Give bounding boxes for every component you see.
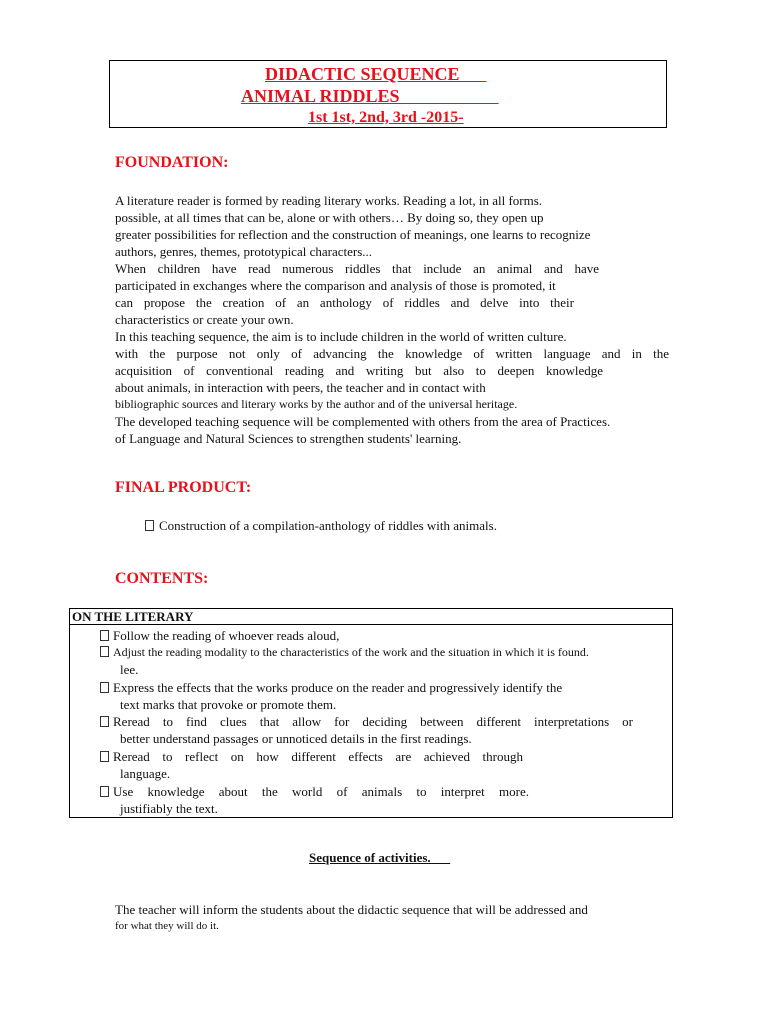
bullet-icon (100, 786, 109, 797)
foundation-line: A literature reader is formed by reading literary works. Reading a lot, in all forms. (115, 193, 543, 208)
foundation-line: with the purpose not only of advancing the knowledge of written language and in the (115, 346, 669, 361)
table-item-continuation: justifiably the text. (120, 801, 218, 816)
bullet-icon (145, 520, 154, 531)
sequence-heading: Sequence of activities. (309, 850, 451, 865)
bullet-icon (100, 646, 109, 657)
title-box (109, 60, 667, 128)
table-item-text: Follow the reading of whoever reads aloud, (113, 628, 340, 643)
foundation-heading: FOUNDATION: (115, 154, 229, 171)
table-header: ON THE LITERARY (70, 609, 672, 625)
final-product-text: Construction of a compilation-anthology of riddles with animals. (159, 518, 497, 533)
document-title: DIDACTIC SEQUENCE (265, 64, 487, 84)
sequence-line: for what they will do it. (115, 920, 219, 932)
contents-table (69, 608, 673, 818)
foundation-line: participated in exchanges where the comparison and analysis of those is promoted, it (115, 278, 556, 293)
sequence-line: The teacher will inform the students about the didactic sequence that will be addressed and (115, 902, 588, 917)
final-product-heading: FINAL PRODUCT: (115, 479, 252, 496)
foundation-line: possible, at all times that can be, alone or with others… By doing so, they open up (115, 210, 544, 225)
foundation-line: greater possibilities for reflection and the construction of meanings, one learns to recognize (115, 227, 591, 242)
foundation-line: can propose the creation of an anthology of riddles and delve into their (115, 295, 574, 310)
foundation-line: The developed teaching sequence will be complemented with others from the area of Practices. (115, 414, 611, 429)
foundation-line: acquisition of conventional reading and writing but also to deepen knowledge (115, 363, 603, 378)
table-item-text: Use knowledge about the world of animals to interpret more. (113, 784, 529, 799)
foundation-line: When children have read numerous riddles that include an animal and have (115, 261, 599, 276)
foundation-line: characteristics or create your own. (115, 312, 294, 327)
table-item-continuation: better understand passages or unnoticed details in the first readings. (120, 731, 472, 746)
foundation-line: of Language and Natural Sciences to strengthen students' learning. (115, 431, 462, 446)
bullet-icon (100, 716, 109, 727)
bullet-icon (100, 630, 109, 641)
table-item-text: Adjust the reading modality to the characteristics of the work and the situation in which it is found. (113, 645, 589, 659)
contents-heading: CONTENTS: (115, 570, 209, 587)
table-item (100, 783, 640, 817)
bullet-icon (100, 751, 109, 762)
document-subtitle: ANIMAL RIDDLES (241, 86, 499, 106)
table-item (100, 627, 640, 644)
table-item-text: Reread to reflect on how different effects are achieved through (113, 749, 523, 764)
table-item (100, 748, 640, 782)
foundation-line: authors, genres, themes, prototypical characters... (115, 244, 373, 259)
foundation-line: In this teaching sequence, the aim is to include children in the world of written culture. (115, 329, 567, 344)
document-grades-year: 1st 1st, 2nd, 3rd -2015- (308, 109, 464, 126)
table-item-text: Reread to find clues that allow for deciding between different interpretations or (113, 714, 633, 729)
table-item (100, 644, 640, 678)
bullet-icon (100, 682, 109, 693)
table-item-text: Express the effects that the works produce on the reader and progressively identify the (113, 680, 563, 695)
foundation-line: about animals, in interaction with peers, the teacher and in contact with (115, 380, 486, 395)
table-item-continuation: text marks that provoke or promote them. (120, 697, 337, 712)
final-product-item (145, 518, 497, 534)
table-item-continuation: lee. (120, 662, 139, 677)
foundation-paragraph (115, 192, 685, 447)
table-item-continuation: language. (120, 766, 171, 781)
table-item (100, 713, 640, 747)
foundation-line: bibliographic sources and literary works by the author and of the universal heritage. (115, 397, 518, 411)
table-item (100, 679, 640, 713)
